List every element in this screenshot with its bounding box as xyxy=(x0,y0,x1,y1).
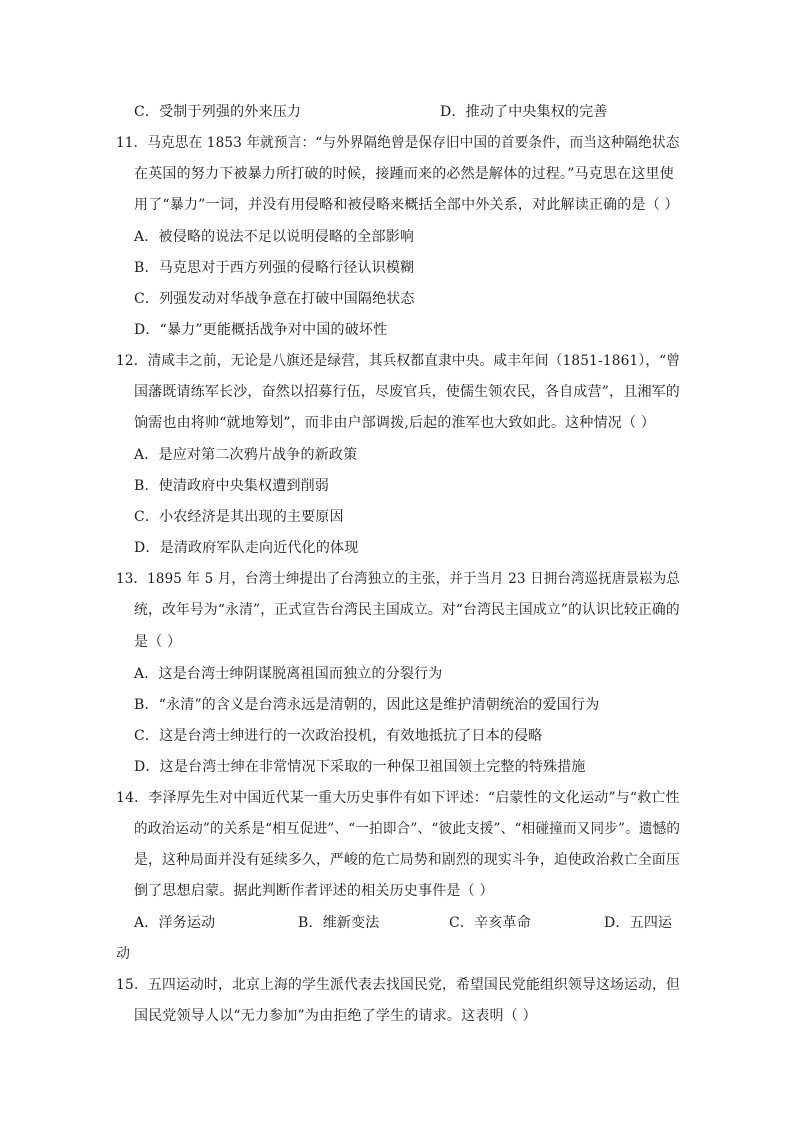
q13-option-b: B．“永清”的含义是台湾永远是清朝的，因此这是维护清朝统治的爱国行为 xyxy=(134,697,600,713)
q13-option-c: C．这是台湾士绅进行的一次政治投机，有效地抵抗了日本的侵略 xyxy=(134,728,543,744)
q12-stem-line-3: 饷需也由将帅“就地筹划”，而非由户部调拨,后起的淮军也大致如此。这种情况（ ） xyxy=(134,415,656,431)
q12-option-a: A．是应对第二次鸦片战争的新政策 xyxy=(134,447,358,463)
q14-stem-line-4: 倒了思想启蒙。据此判断作者评述的相关历史事件是（ ） xyxy=(134,883,494,899)
q11-stem-line-2: 在英国的努力下被暴力所打破的时候，接踵而来的必然是解体的过程。”马克思在这里使 xyxy=(134,166,674,182)
q14-option-c: C．辛亥革命 xyxy=(449,915,531,931)
q14-stem-line-3: 是，这种局面并没有延续多久，严峻的危亡局势和剧烈的现实斗争，迫使政治救亡全面压 xyxy=(134,852,680,868)
q11-option-d: D．“暴力”更能概括战争对中国的破坏性 xyxy=(134,322,388,338)
q11-option-c: C．列强发动对华战争意在打破中国隔绝状态 xyxy=(134,291,415,307)
q12-option-d: D．是清政府军队走向近代化的体现 xyxy=(134,540,359,556)
q14-stem-line-1: 14．李泽厚先生对中国近代某一重大历史事件有如下评述：“启蒙性的文化运动”与“救亡性 xyxy=(116,790,680,806)
q14-option-d: D．五四运 xyxy=(604,915,673,931)
q10-option-d: D．推动了中央集权的完善 xyxy=(440,104,608,120)
q12-stem-line-2: 国藩既请练军长沙，奋然以招募行伍，尽废官兵，使儒生领农民，各自成营”，且湘军的 xyxy=(134,384,680,400)
q14-option-b: B．维新变法 xyxy=(298,915,380,931)
q11-option-b: B．马克思对于西方列强的侵略行径认识模糊 xyxy=(134,260,415,276)
q13-stem-line-1: 13．1895 年 5 月，台湾士绅提出了台湾独立的主张，并于当月 23 日拥台湾巡抚唐景崧为总 xyxy=(116,571,681,587)
q14-option-d-wrap: 动 xyxy=(116,946,131,962)
q14-option-a: A．洋务运动 xyxy=(134,915,216,931)
q13-option-d: D．这是台湾士绅在非常情况下采取的一种保卫祖国领土完整的特殊措施 xyxy=(134,759,586,775)
q10-option-c: C．受制于列强的外来压力 xyxy=(134,104,302,120)
q11-stem-line-1: 11．马克思在 1853 年就预言：“与外界隔绝曾是保存旧中国的首要条件，而当这种隔绝状态 xyxy=(116,135,680,151)
q13-stem-line-3: 是（ ） xyxy=(134,634,182,650)
q12-stem-line-1: 12．清咸丰之前，无论是八旗还是绿营，其兵权都直隶中央。咸丰年间（1851-1861），“曾 xyxy=(116,353,681,369)
q14-stem-line-2: 的政治运动”的关系是“相互促进”、“一拍即合”、“彼此支援”、“相碰撞而又同步”。遗憾的 xyxy=(134,821,681,837)
q12-option-c: C．小农经济是其出现的主要原因 xyxy=(134,509,344,525)
q13-option-a: A．这是台湾士绅阴谋脱离祖国而独立的分裂行为 xyxy=(134,666,443,682)
q11-option-a: A．被侵略的说法不足以说明侵略的全部影响 xyxy=(134,229,415,245)
q15-stem-line-1: 15．五四运动时，北京上海的学生派代表去找国民党，希望国民党能组织领导这场运动，但 xyxy=(116,977,681,993)
q12-option-b: B．使清政府中央集权遭到削弱 xyxy=(134,478,330,494)
q15-stem-line-2: 国民党领导人以“无力参加”为由拒绝了学生的请求。这表明（ ） xyxy=(134,1008,537,1024)
q13-stem-line-2: 统，改年号为“永清”，正式宣告台湾民主国成立。对“台湾民主国成立”的认识比较正确的 xyxy=(134,602,680,618)
q11-stem-line-3: 用了“暴力”一词，并没有用侵略和被侵略来概括全部中外关系，对此解读正确的是（ ） xyxy=(134,197,679,213)
